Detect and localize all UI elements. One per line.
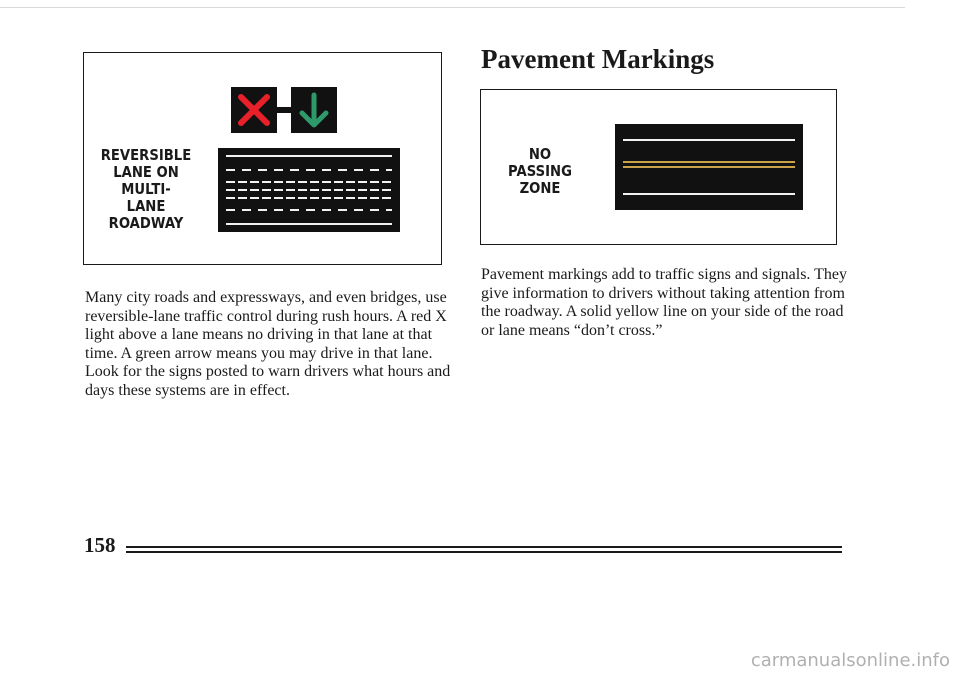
lane-control-signals [231, 83, 391, 143]
no-passing-zone-figure [480, 89, 837, 245]
footer-rule-top [126, 546, 842, 548]
label-line: LANE [126, 197, 166, 215]
label-line: MULTI- [121, 180, 171, 198]
reversible-lane-figure [83, 52, 442, 265]
watermark: carmanualsonline.info [750, 650, 950, 671]
top-border-line [0, 7, 905, 8]
reversible-lane-label [97, 147, 196, 232]
label-line: ZONE [519, 179, 561, 197]
paragraph: Many city roads and expressways, and even bridges, use reversible-lane traffic control during rush hours. A red X light above a lane means no driving in that lane at that time. A green arrow means you may drive in that lane. Look for the signs posted to warn drivers what hours and days these systems are in effect. [85, 289, 451, 399]
reversible-lane-description [85, 289, 455, 400]
label-line: REVERSIBLE [100, 146, 192, 164]
no-passing-zone-label [500, 146, 579, 197]
label-line: PASSING [508, 162, 572, 180]
no-passing-road-illustration [615, 124, 803, 210]
signal-connector [277, 107, 291, 113]
multi-lane-roadway-illustration [218, 148, 400, 232]
pavement-markings-description [481, 266, 853, 340]
page-number: 158 [84, 533, 116, 557]
paragraph: Pavement markings add to traffic signs and signals. They give information to drivers without taking attention from the roadway. A solid yellow line on your side of the road or lane means “don’t cross.” [481, 266, 848, 339]
label-line: NO [528, 145, 552, 163]
label-line: LANE ON [113, 163, 179, 181]
label-line: ROADWAY [108, 214, 184, 232]
section-heading: Pavement Markings [481, 44, 715, 74]
footer-rule-bottom [126, 551, 842, 553]
